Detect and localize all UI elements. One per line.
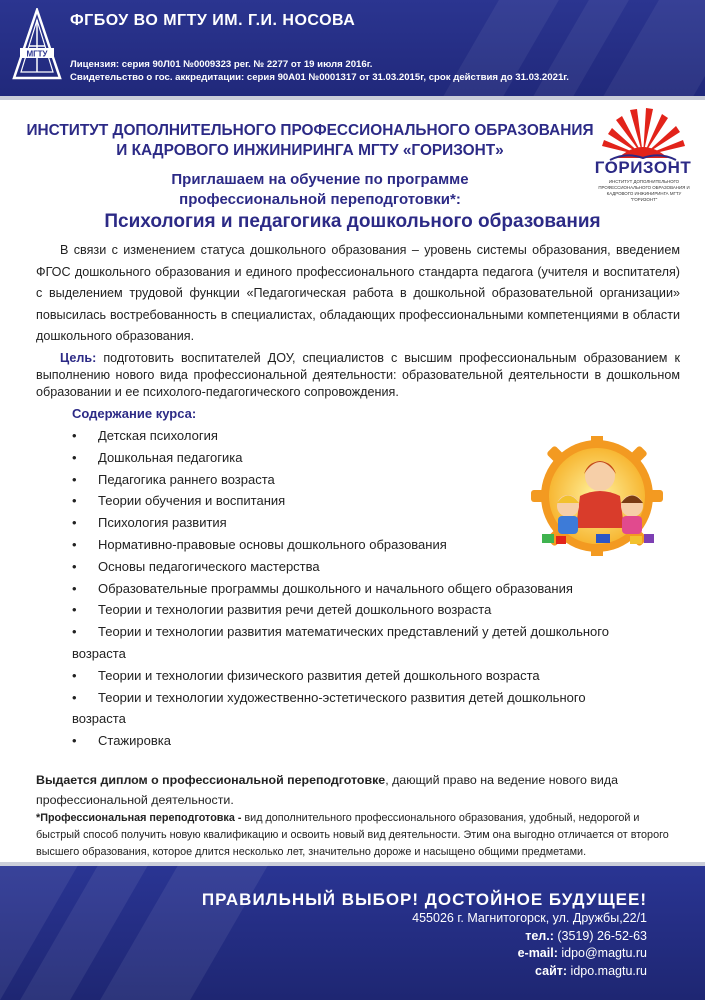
list-item-continuation: возраста [72, 645, 126, 661]
mgtu-logo [12, 8, 62, 82]
institute-title [0, 121, 620, 161]
invitation [0, 170, 640, 210]
diploma-bold: Выдается диплом о профессиональной переподготовке [36, 773, 386, 787]
list-item: • Теории и технологии развития речи детей дошкольного возраста [72, 599, 682, 621]
gorizont-name: ГОРИЗОНТ [594, 158, 692, 177]
site-row[interactable] [412, 963, 647, 981]
intro-paragraph: В связи с изменением статуса дошкольного образования – уровень системы образования, введением ФГОС дошкольного образования и единого профессионального стандарта педагога (учителя и воспитателя) с выделением трудовой функции «Педагогическая работа в дошкольной образовательной организации» повысилась востребованность в специалистах, обладающих профессиональными компетенциями в области дошкольного образования. [36, 243, 680, 343]
list-item [72, 621, 682, 665]
list-item: • Психология развития [72, 512, 682, 534]
phone-label: тел.: [525, 928, 554, 943]
list-item [72, 687, 682, 731]
email-label: e-mail: [517, 946, 558, 960]
license-info [70, 58, 569, 84]
goal-label: Цель: [60, 350, 97, 365]
program-title: Психология и педагогика дошкольного образования [104, 211, 601, 232]
site-link[interactable]: idpo.magtu.ru [567, 963, 647, 978]
list-item: • Образовательные программы дошкольного и начального общего образования [72, 578, 682, 600]
contact-block [412, 910, 647, 980]
goal-paragraph [36, 350, 680, 401]
slogan: ПРАВИЛЬНЫЙ ВЫБОР! ДОСТОЙНОЕ БУДУЩЕЕ! [201, 890, 647, 909]
list-item: • Детская психология [72, 425, 682, 447]
header-divider [0, 96, 705, 100]
intro-section [36, 240, 680, 401]
phone-row [412, 928, 647, 946]
list-item: • Педагогика раннего возраста [72, 469, 682, 491]
org-name: ФГБОУ ВО МГТУ ИМ. Г.И. НОСОВА [70, 12, 356, 29]
invite-line-1: Приглашаем на обучение по программе [171, 171, 469, 188]
footnote-label: *Профессиональная переподготовка - [36, 812, 242, 824]
email-link[interactable]: idpo@magtu.ru [557, 946, 647, 960]
list-item-text: Теории и технологии развития математических представлений у детей дошкольного [98, 624, 609, 640]
gorizont-subtitle: ИНСТИТУТ ДОПОЛНИТЕЛЬНОГО ПРОФЕССИОНАЛЬНОГО ОБРАЗОВАНИЯ И КАДРОВОГО ИНЖИНИРИНГА МГТУ "ГОРИЗОНТ" [598, 179, 690, 202]
list-item: • Дошкольная педагогика [72, 447, 682, 469]
goal-text: подготовить воспитателей ДОУ, специалистов с высшим профессиональным образованием к выполнению нового вида профессиональной деятельности: образовательной деятельности в дошкольном образовании и ее психолого-педагогического сопровождения. [36, 350, 680, 399]
list-item: • Стажировка [72, 730, 682, 752]
list-item: • Теории обучения и воспитания [72, 490, 682, 512]
address: 455026 г. Магнитогорск, ул. Дружбы,22/1 [412, 911, 647, 925]
institute-line-1: ИНСТИТУТ ДОПОЛНИТЕЛЬНОГО ПРОФЕССИОНАЛЬНОГО ОБРАЗОВАНИЯ [26, 122, 594, 139]
logo-text: МГТУ [26, 49, 48, 59]
course-title: Содержание курса: [72, 406, 197, 421]
diploma-rest: , дающий право на ведение нового вида профессиональной деятельности. [36, 773, 618, 807]
email-row[interactable] [412, 945, 647, 963]
license-line: Лицензия: серия 90Л01 №0009323 рег. № 2277 от 19 июля 2016г. [70, 59, 373, 70]
list-item-text: Теории и технологии художественно-эстетического развития детей дошкольного [98, 689, 586, 705]
institute-line-2: И КАДРОВОГО ИНЖИНИРИНГА МГТУ «ГОРИЗОНТ» [116, 142, 504, 159]
teacher-children-illustration [512, 436, 682, 556]
header-banner [0, 0, 705, 100]
footer-banner [0, 862, 705, 1000]
list-item: • Нормативно-правовые основы дошкольного образования [72, 534, 682, 556]
invite-line-2: профессиональной переподготовки*: [179, 191, 461, 208]
footnote [36, 810, 686, 861]
site-label: сайт: [535, 963, 568, 978]
list-item-continuation: возраста [72, 711, 126, 727]
phone-number: (3519) 26-52-63 [553, 928, 647, 943]
list-item: • Основы педагогического мастерства [72, 556, 682, 578]
diploma-statement [36, 770, 676, 810]
accreditation-line: Свидетельство о гос. аккредитации: серия 90А01 №0001317 от 31.03.2015г, срок действия до 31.03.2021г. [70, 72, 569, 83]
footnote-text: вид дополнительного профессионального образования, удобный, недорогой и быстрый способ получить новую квалификацию и освоить новый вид деятельности. Этим она выгодно отличается от второго высшего образования, которое длится несколько лет, значительно дороже и насыщено общими предметами. [36, 812, 669, 858]
list-item: • Теории и технологии физического развития детей дошкольного возраста [72, 665, 682, 687]
